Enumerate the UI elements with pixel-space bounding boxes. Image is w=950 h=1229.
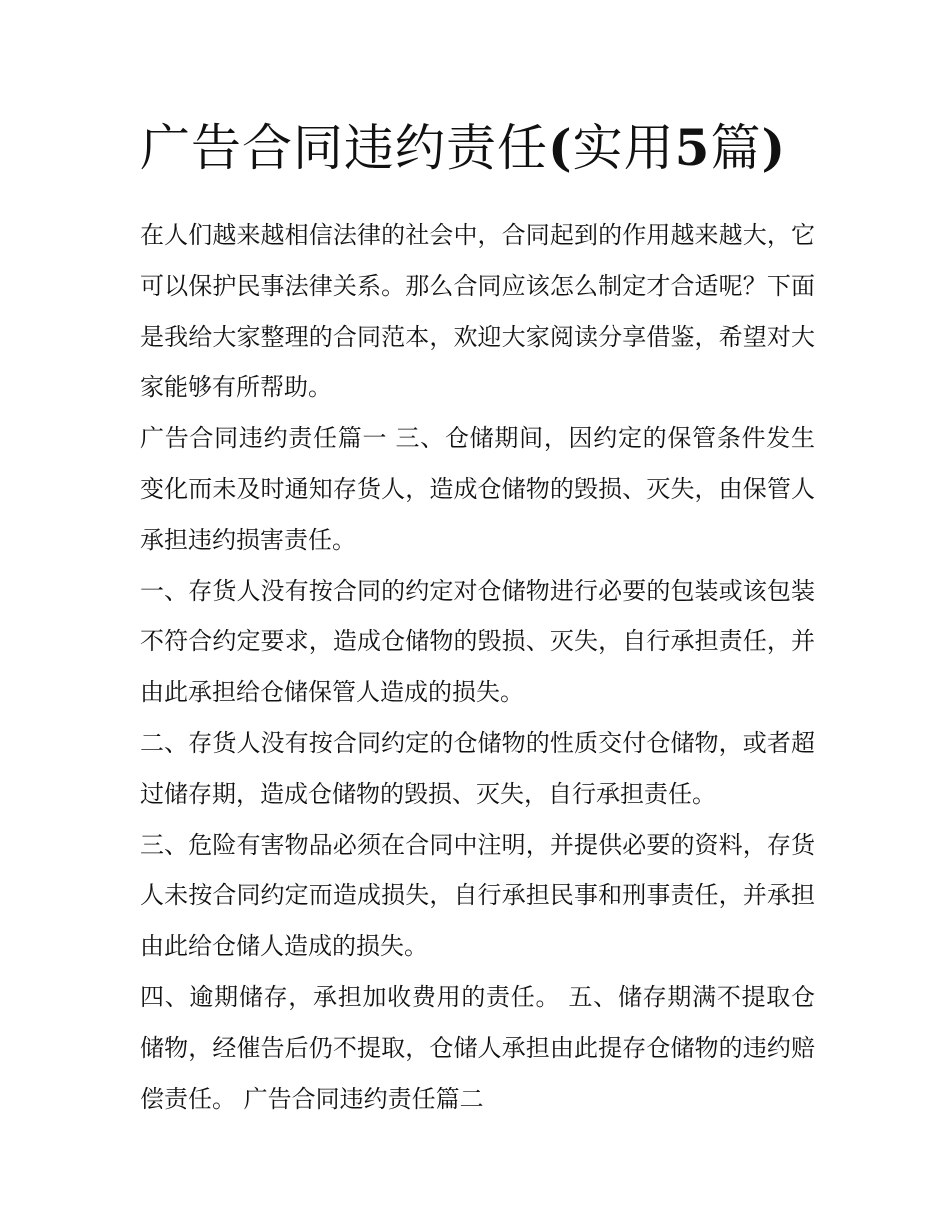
title-text: 广告合同违约责任 bbox=[140, 119, 548, 177]
paragraph-part-one: 广告合同违约责任篇一 三、仓储期间，因约定的保管条件发生变化而未及时通知存货人，造成仓储物的毁损、灭失，由保管人承担违约损害责任。 bbox=[140, 424, 815, 554]
paragraph-clause-2: 二、存货人没有按合同约定的仓储物的性质交付仓储物，或者超过储存期，造成仓储物的毁损、灭失，自行承担责任。 bbox=[140, 728, 815, 808]
title-open-paren: ( bbox=[548, 118, 573, 177]
title-count: 5 bbox=[674, 118, 711, 177]
title-pian: 篇 bbox=[710, 119, 762, 177]
document-title bbox=[140, 112, 815, 184]
paragraph-clause-1: 一、存货人没有按合同的约定对仓储物进行必要的包装或该包装不符合约定要求，造成仓储物的毁损、灭失，自行承担责任，并由此承担给仓储保管人造成的损失。 bbox=[140, 576, 815, 707]
title-close-paren: ) bbox=[761, 118, 787, 177]
document-body bbox=[140, 112, 815, 1124]
paragraph-clause-3: 三、危险有害物品必须在合同中注明，并提供必要的资料，存货人未按合同约定而造成损失，自行承担民事和刑事责任，并承担由此给仓储人造成的损失。 bbox=[140, 830, 815, 961]
paragraph-clause-4-5: 四、逾期储存，承担加收费用的责任。 五、储存期满不提取仓储物，经催告后仍不提取，仓储人承担由此提存仓储物的违约赔偿责任。 广告合同违约责任篇二 bbox=[140, 982, 815, 1113]
title-practical: 实用 bbox=[572, 119, 675, 177]
paragraph-intro: 在人们越来越相信法律的社会中，合同起到的作用越来越大，它可以保护民事法律关系。那么合同应该怎么制定才合适呢？下面是我给大家整理的合同范本，欢迎大家阅读分享借鉴，希望对大家能够有所帮助。 bbox=[140, 221, 815, 402]
